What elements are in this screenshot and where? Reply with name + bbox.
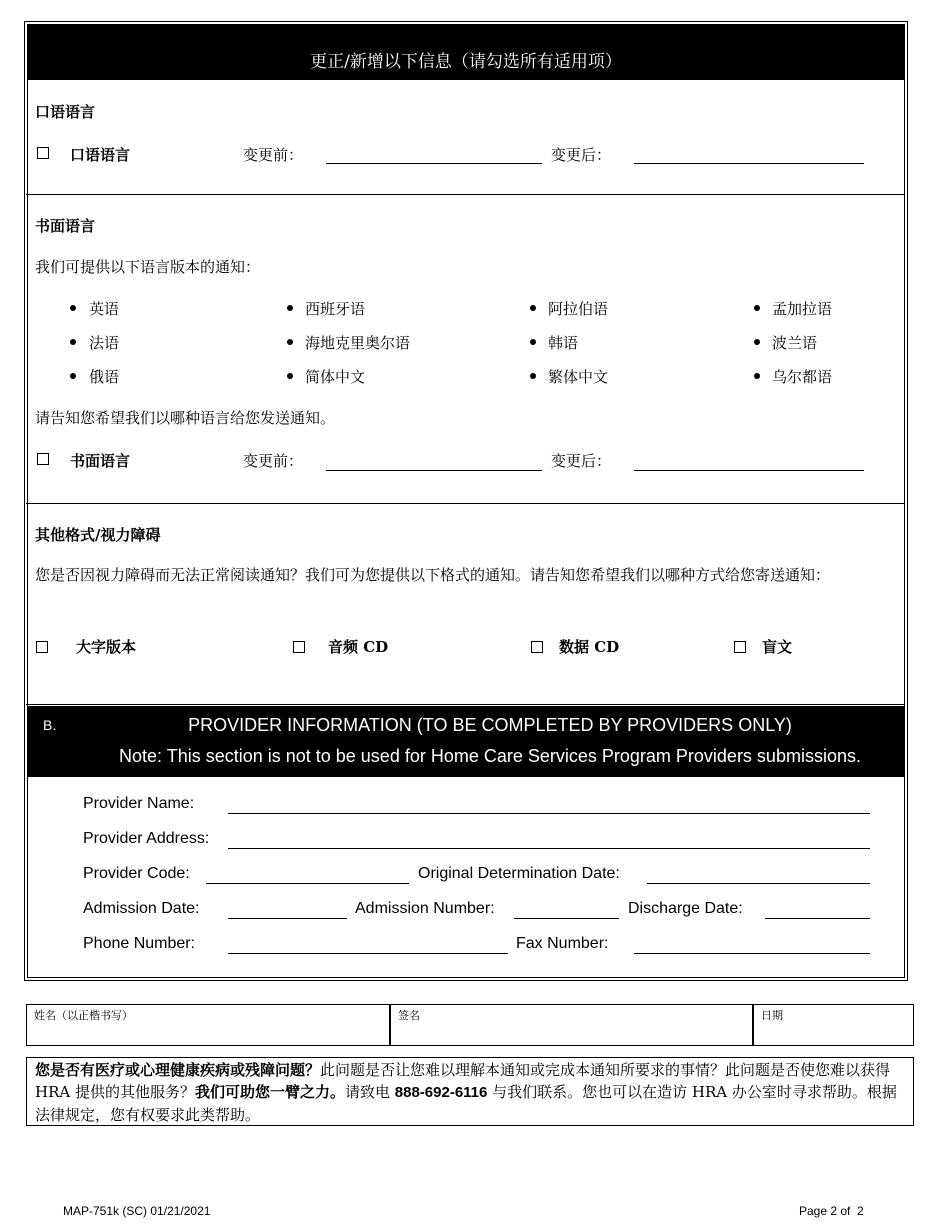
language-item: 阿拉伯语: [548, 300, 609, 318]
spoken-before-field[interactable]: [326, 163, 542, 164]
bullet-icon: [70, 339, 76, 345]
name-label: 姓名（以正楷书写）: [34, 1009, 133, 1022]
admission-date-label: Admission Date:: [83, 900, 200, 917]
help-text-1: 此问题是否让您难以理解本通知或完成本通知所要求的事情？此问题是否使您难以获得 HRA 提供的其他服务？: [35, 1061, 891, 1101]
written-language-intro: 我们可提供以下语言版本的通知：: [35, 258, 261, 276]
bullet-icon: [70, 305, 76, 311]
language-item: 简体中文: [305, 368, 366, 386]
provider-code-label: Provider Code:: [83, 865, 190, 882]
provider-code-field[interactable]: [206, 883, 409, 884]
bullet-icon: [287, 305, 293, 311]
section-b-header: [27, 706, 905, 777]
provider-address-label: Provider Address:: [83, 830, 210, 847]
written-before-field[interactable]: [326, 470, 542, 471]
section-a-header-text: 更正/新增以下信息（请勾选所有适用项）: [310, 52, 622, 72]
original-determination-date-label: Original Determination Date:: [418, 865, 620, 882]
fax-number-label: Fax Number:: [516, 935, 609, 952]
divider: [26, 194, 905, 195]
provider-name-label: Provider Name:: [83, 795, 195, 812]
language-item: 韩语: [548, 334, 579, 352]
help-phone[interactable]: 888-692-6116: [394, 1084, 488, 1101]
help-offer: 我们可助您一臂之力。: [194, 1083, 345, 1101]
braille-checkbox[interactable]: [734, 641, 746, 653]
discharge-date-label: Discharge Date:: [628, 900, 743, 917]
original-determination-date-field[interactable]: [647, 883, 870, 884]
help-question: 您是否有医疗或心理健康疾病或残障问题？: [35, 1061, 321, 1079]
form-id: MAP-751k (SC) 01/21/2021: [63, 1204, 211, 1218]
bullet-icon: [530, 305, 536, 311]
language-item: 波兰语: [772, 334, 818, 352]
signature-box[interactable]: [389, 1004, 754, 1046]
admission-date-field[interactable]: [228, 918, 347, 919]
provider-address-field[interactable]: [228, 848, 870, 849]
section-b-note: Note: This section is not to be used for Home Care Services Program Providers submissions.: [119, 746, 861, 766]
bullet-icon: [70, 373, 76, 379]
language-item: 俄语: [89, 368, 120, 386]
page-number: Page 2 of 2: [799, 1204, 864, 1218]
help-text-3: 与我们联系。您也可以在造访 HRA 办公室时寻求帮助。根据法律规定，您有权要求此类帮助。: [35, 1083, 897, 1124]
spoken-language-checkbox[interactable]: [37, 147, 49, 159]
bullet-icon: [754, 339, 760, 345]
admission-number-field[interactable]: [514, 918, 619, 919]
bullet-icon: [754, 373, 760, 379]
format-option: 音频 CD: [328, 638, 389, 656]
date-label: 日期: [761, 1009, 783, 1022]
language-item: 西班牙语: [305, 300, 366, 318]
help-text-2: 请致电: [345, 1083, 395, 1101]
signature-label: 签名: [398, 1009, 420, 1022]
written-before-label: 变更前：: [243, 452, 304, 470]
section-b-letter: B.: [43, 717, 57, 733]
written-after-field[interactable]: [634, 470, 864, 471]
discharge-date-field[interactable]: [765, 918, 870, 919]
name-box[interactable]: [26, 1004, 391, 1046]
language-item: 繁体中文: [548, 368, 609, 386]
spoken-language-checkbox-label: 口语语言: [70, 146, 131, 164]
formats-question: 您是否因视力障碍而无法正常阅读通知？我们可为您提供以下格式的通知。请告知您希望我们以哪种方式给您寄送通知：: [35, 566, 831, 584]
divider: [26, 704, 905, 705]
written-language-prompt: 请告知您希望我们以哪种语言给您发送通知。: [35, 409, 336, 427]
language-item: 英语: [89, 300, 120, 318]
audio-cd-checkbox[interactable]: [293, 641, 305, 653]
spoken-language-title: 口语语言: [35, 103, 96, 121]
language-item: 乌尔都语: [772, 368, 833, 386]
divider: [26, 503, 905, 504]
spoken-after-field[interactable]: [634, 163, 864, 164]
language-item: 法语: [89, 334, 120, 352]
format-option: 数据 CD: [559, 638, 620, 656]
format-option: 盲文: [762, 638, 793, 656]
section-a-header: [28, 25, 904, 80]
written-language-checkbox[interactable]: [37, 453, 49, 465]
language-item: 孟加拉语: [772, 300, 833, 318]
bullet-icon: [287, 339, 293, 345]
format-option: 大字版本: [76, 638, 137, 656]
section-b-title: PROVIDER INFORMATION (TO BE COMPLETED BY PROVIDERS ONLY): [188, 715, 792, 735]
data-cd-checkbox[interactable]: [531, 641, 543, 653]
phone-number-field[interactable]: [228, 953, 508, 954]
bullet-icon: [530, 339, 536, 345]
bullet-icon: [287, 373, 293, 379]
help-box: [26, 1057, 914, 1126]
written-after-label: 变更后：: [551, 452, 612, 470]
date-box[interactable]: [752, 1004, 914, 1046]
large-print-checkbox[interactable]: [36, 641, 48, 653]
language-item: 海地克里奥尔语: [305, 334, 411, 352]
spoken-after-label: 变更后：: [551, 146, 612, 164]
spoken-before-label: 变更前：: [243, 146, 304, 164]
fax-number-field[interactable]: [634, 953, 870, 954]
admission-number-label: Admission Number:: [355, 900, 495, 917]
bullet-icon: [754, 305, 760, 311]
written-language-checkbox-label: 书面语言: [70, 452, 131, 470]
provider-name-field[interactable]: [228, 813, 870, 814]
written-language-title: 书面语言: [35, 217, 96, 235]
formats-title: 其他格式/视力障碍: [35, 526, 161, 544]
bullet-icon: [530, 373, 536, 379]
phone-number-label: Phone Number:: [83, 935, 196, 952]
